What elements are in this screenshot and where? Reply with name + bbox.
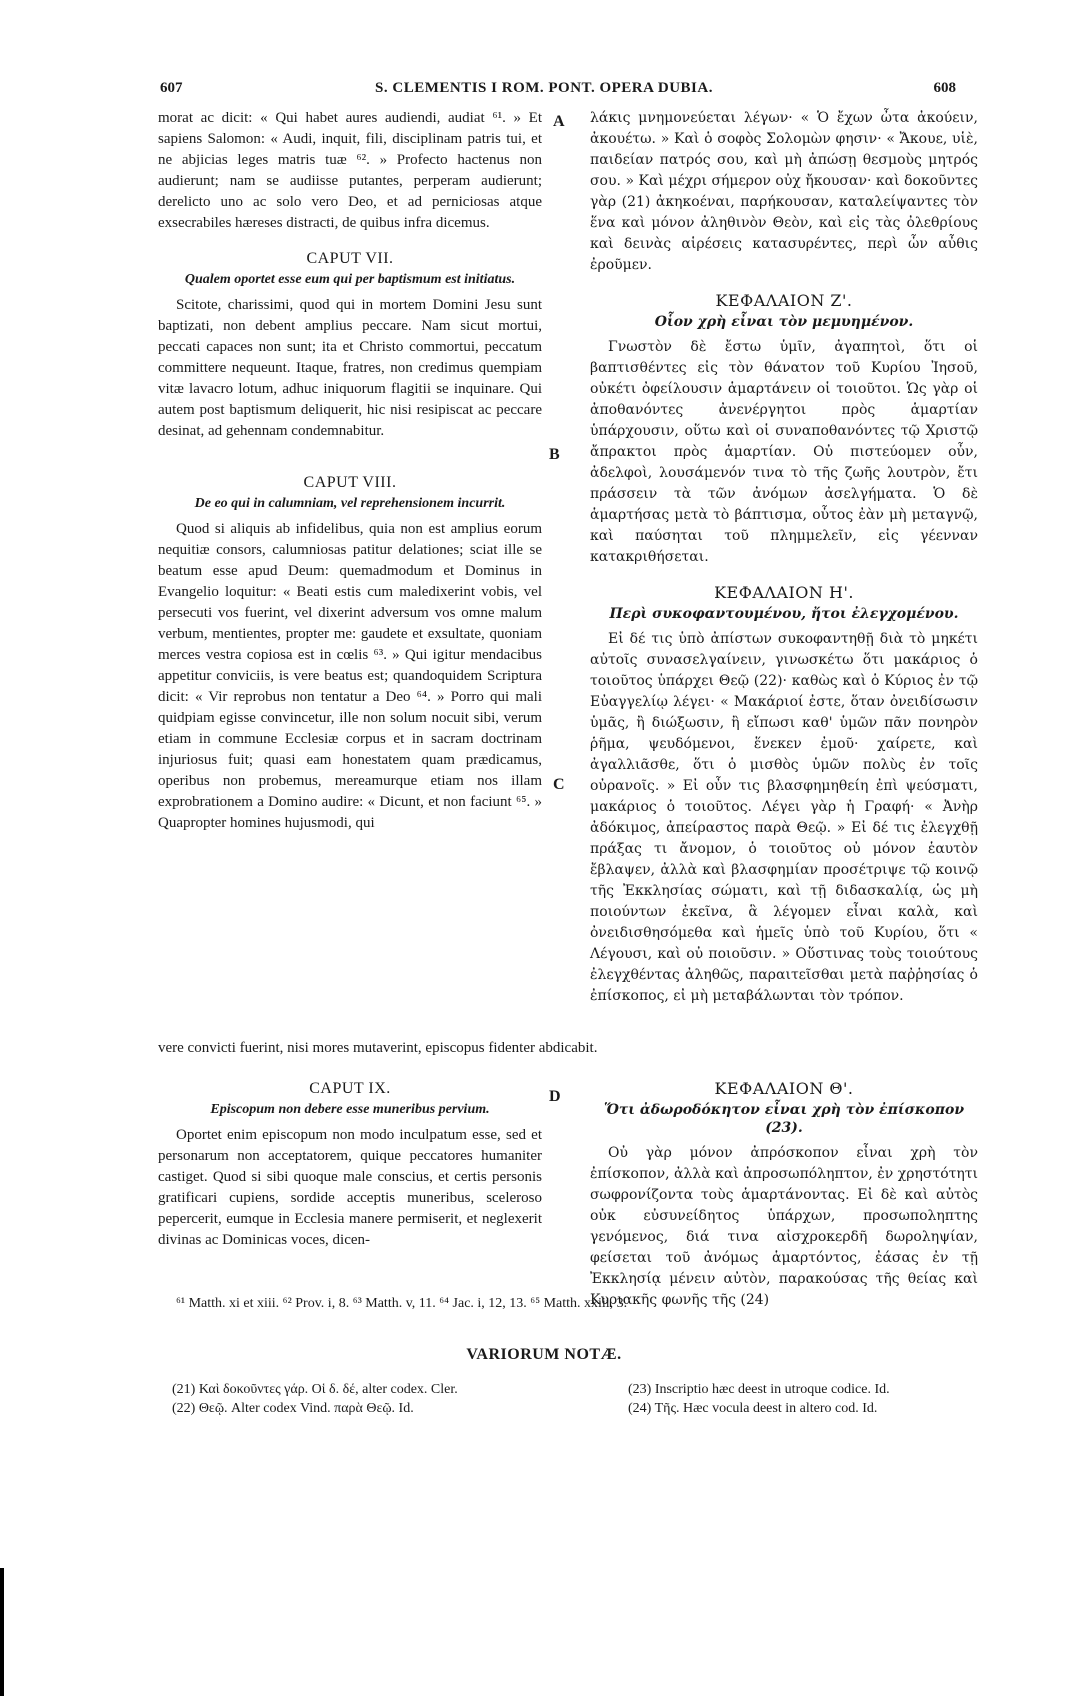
running-title: S. CLEMENTIS I ROM. PONT. OPERA DUBIA.: [375, 80, 713, 96]
latin-cap7-title: CAPUT VII.: [306, 250, 394, 267]
latin-cap9: [158, 1064, 542, 1251]
latin-cap8-text: Quod si aliquis ab infidelibus, quia non est amplius eorum nequitiæ consors, calumniosas patitur delationes; sciat ille se beatum esse apud Deum: quemadmodum et Dominus in Evangelio loquitur: « Beati estis cum maledixerint vobis, vel persecuti vos fuerint, vel dixerint adversum vos omne malum verbum, mentientes, propter me: gaudete et exsultate, quoniam merces vestra copiosa est in cœlis ⁶³. » Qui igitur mendacibus appetitur conviciis, is vere beatus est; quandoquidem Scriptura dicit: « Vir reprobus non tentatur a Deo ⁶⁴. » Porro qui mali quidpiam egisse convincetur, ille non solum nocuit sibi, verum etiam in commune Ecclesiæ corpus et in sacram doctrinam injuriosus fuit; quasi eam honestatem quam prædicamus, operibus non probemus, mereamurque etiam nos illam exprobrationem a Domino audire: « Dicunt, et non faciunt ⁶⁵. » Quapropter homines hujusmodi, qui: [158, 521, 542, 831]
greek-cap9-title: ΚΕΦΑΛΑΙΟΝ Θ'.: [714, 1079, 854, 1098]
greek-cap8-subtitle: Περὶ συκοφαντουμένου, ἤτοι ἐλεγχομένου.: [609, 606, 959, 622]
latin-column: [158, 108, 542, 834]
greek-cap9-text: Οὐ γὰρ μόνον ἀπρόσκοπον εἶναι χρὴ τὸν ἐπίσκοπον, ἀλλὰ καὶ ἀπροσωπόληπτον, ἐν χρηστότητι σωφρονίζοντα τοὺς ἁμαρτάνοντας. Εἰ δὲ καὶ αὐτὸς οὐκ εὐσυνείδητος ὑπάρχων, προσωποληπτης γενόμενος, διά τινα αἰσχροκερδῆ δωροληψίαν, φείσεται τοῦ ἀνόμως ἁμαρτόντος, ἐάσας ἐν τῇ Ἐκκλησίᾳ μένειν αὐτὸν, παρακούσας τῆς θείας καὶ Κυριακῆς φωνῆς τῆς (24): [590, 1145, 978, 1308]
latin-cap8-subtitle: De eo qui in calumniam, vel reprehensionem incurrit.: [194, 496, 506, 511]
notes-left: [172, 1380, 548, 1418]
latin-cap7-subtitle: Qualem oportet esse eum qui per baptismum est initiatus.: [184, 272, 516, 287]
note-24: (24) Τῆς. Hæc vocula deest in altero cod. Id.: [628, 1401, 878, 1416]
margin-mark-d: D: [549, 1088, 561, 1105]
latin-cap7-text: Scitote, charissimi, quod qui in mortem Domini Jesu sunt baptizati, non debent amplius peccare. Nam sicut mortui, peccati capaces non sunt; ita et Christo commortui, peccatum committere nequeunt. Itaque, fratres, non credimus quempiam vitæ lavacro lotum, adhuc iniquorum flagitii se inquinare. Qui autem post baptismum deliquerit, hic nisi resipiscat ac peccare desinat, ad gehennam condemnabitur.: [158, 297, 542, 439]
greek-cap9-subtitle: Ὅτι ἀδωροδόκητον εἶναι χρὴ τὸν ἐπίσκοπον (23).: [603, 1102, 965, 1136]
note-23: (23) Inscriptio hæc deest in utroque codice. Id.: [628, 1382, 890, 1397]
scan-edge-mark: [0, 1568, 4, 1696]
latin-cap8-closing-line: vere convicti fuerint, nisi mores mutaverint, episcopus fidenter abdicabit.: [158, 1040, 598, 1056]
notes-title: VARIORUM NOTÆ.: [466, 1346, 622, 1363]
greek-intro: λάκις μνημονεύεται λέγων· « Ὁ ἔχων ὦτα ἀκούειν, ἀκουέτω. » Καὶ ὁ σοφὸς Σολομὼν φησιν· « Ἄκουε, υἱὲ, παιδείαν πατρός σου, καὶ μὴ ἀπώσῃ θεσμοὺς μητρός σου. » Καὶ μέχρι σήμερον οὐχ ἤκουσαν· καὶ δοκοῦντες γὰρ (21) ἀκηκοέναι, παρήκουσαν, καταλείψαντες τὸν ἕνα καὶ μόνον ἀληθινὸν Θεὸν, καὶ εἰς τὰς ὀλεθρίους καὶ δεινὰς αἱρέσεις κατασυρέντες, περὶ ὧν αὖθις ἐροῦμεν.: [590, 110, 978, 273]
greek-cap7-subtitle: Οἷον χρὴ εἶναι τὸν μεμυημένον.: [654, 314, 914, 330]
scripture-references: ⁶¹ Matth. xi et xiii. ⁶² Prov. i, 8. ⁶³ Matth. v, 11. ⁶⁴ Jac. i, 12, 13. ⁶⁵ Matth. xxiii, 3.: [176, 1296, 628, 1311]
latin-cap9-title: CAPUT IX.: [309, 1080, 391, 1097]
margin-mark-a: A: [553, 113, 565, 130]
margin-mark-c: C: [553, 776, 565, 793]
page-number-right: 608: [933, 80, 956, 96]
greek-column: [590, 108, 978, 1007]
margin-mark-b: B: [549, 446, 560, 463]
latin-cap9-text: Oportet enim episcopum non modo inculpatum esse, sed et personarum non acceptatorem, quique peccatores humaniter castiget. Quod si sibi quoque male conscius, et certis personis gratificari cupiens, sordide acceptis muneribus, sceleroso pepercerit, eumque in Ecclesia manere permiserit, et neglexerit divinas ac Dominicas voces, dicen-: [158, 1127, 542, 1248]
note-22: (22) Θεῷ. Alter codex Vind. παρὰ Θεῷ. Id.: [172, 1401, 414, 1416]
latin-intro: morat ac dicit: « Qui habet aures audiendi, audiat ⁶¹. » Et sapiens Salomon: « Audi, inquit, fili, disciplinam patris tui, et ne abjicias leges matris tuæ ⁶². » Profecto hactenus non audierunt; nam se audiisse putantes, perperam audierunt; derelicto uno ac solo vero Deo, et ad perniciosas atque exsecrabiles hæreses distracti, de quibus infra dicemus.: [158, 110, 542, 231]
greek-cap9: [590, 1064, 978, 1311]
note-21: (21) Καὶ δοκοῦντες γάρ. Οἱ δ. δέ, alter codex. Cler.: [172, 1382, 458, 1397]
greek-cap7-text: Γνωστὸν δὲ ἔστω ὑμῖν, ἀγαπητοὶ, ὅτι οἱ βαπτισθέντες εἰς τὸν θάνατον τοῦ Κυρίου Ἰησοῦ, οὐκέτι ὀφείλουσιν ἁμαρτάνειν οἱ τοιοῦτοι. Ὡς γὰρ οἱ ἀποθανόντες ἀνενέργητοι πρὸς ἁμαρτίαν ὑπάρχουσιν, οὕτω καὶ οἱ συναποθανόντες τῷ Χριστῷ ἄπρακτοι πρὸς ἁμαρτίαν. Οὐ πιστεύομεν οὖν, ἀδελφοὶ, λουσάμενόν τινα τὸ τῆς ζωῆς λουτρὸν, ἔτι πράσσειν τὰ τῶν ἀνόμων ἀσελγήματα. Ὁ δὲ ἁμαρτήσας μετὰ τὸ βάπτισμα, οὗτος ἐὰν μὴ μεταγνῷ, καὶ παύσηται τοῦ πλημμελεῖν, εἰς γέενναν κατακριθήσεται.: [590, 339, 978, 565]
greek-cap8-text: Εἰ δέ τις ὑπὸ ἀπίστων συκοφαντηθῇ διὰ τὸ μηκέτι αὐτοῖς συνασελγαίνειν, γινωσκέτω ὅτι μακάριος ὁ τοιοῦτος ὑπάρχει Θεῷ (22)· καθὼς καὶ ὁ Κύριος ἐν τῷ Εὐαγγελίῳ λέγει· « Μακάριοί ἐστε, ὅταν ὀνειδίσωσιν ὑμᾶς, ἢ διώξωσιν, ἢ εἴπωσι καθ' ὑμῶν πᾶν πονηρὸν ῥῆμα, ψευδόμενοι, ἕνεκεν ἐμοῦ· χαίρετε, καὶ ἀγαλλιᾶσθε, ὅτι ὁ μισθὸς ὑμῶν πολὺς ἐν τοῖς οὐρανοῖς. » Εἰ οὖν τις βλασφημηθείη ἐπὶ ψεύσματι, μακάριος ὁ τοιοῦτος. Λέγει γὰρ ἡ Γραφή· « Ἀνὴρ ἀδόκιμος, ἀπείραστος παρὰ Θεῷ. » Εἰ δέ τις ἐλεγχθῇ πράξας τι ἄνομον, ὁ τοιοῦτος οὐ μόνον ἑαυτὸν ἔβλαψεν, ἀλλὰ καὶ βλασφημίαν προσέτριψε τῷ κοινῷ τῆς Ἐκκλησίας σώματι, καὶ τῇ διδασκαλίᾳ, ὡς μὴ ποιούντων ἐκεῖνα, ἃ λέγομεν εἶναι καλὰ, καὶ ὀνειδισθησόμεθα καὶ ἡμεῖς ὑπὸ τοῦ Κυρίου, ὅτι « Λέγουσι, καὶ οὐ ποιοῦσιν. » Οὕστινας τοὺς τοιούτους ἐλεγχθέντας ἀληθῶς, παραιτεῖσθαι μετὰ παῤῥησίας ὁ ἐπίσκοπος, εἰ μὴ μεταβάλωνται τὸν τρόπον.: [590, 631, 978, 1004]
greek-cap8-title: ΚΕΦΑΛΑΙΟΝ Η'.: [714, 583, 854, 602]
page-number-left: 607: [160, 80, 183, 96]
latin-cap8-title: CAPUT VIII.: [303, 474, 397, 491]
greek-cap7-title: ΚΕΦΑΛΑΙΟΝ Ζ'.: [715, 291, 853, 310]
notes-right: [628, 1380, 998, 1418]
latin-cap9-subtitle: Episcopum non debere esse muneribus pervium.: [210, 1102, 490, 1117]
